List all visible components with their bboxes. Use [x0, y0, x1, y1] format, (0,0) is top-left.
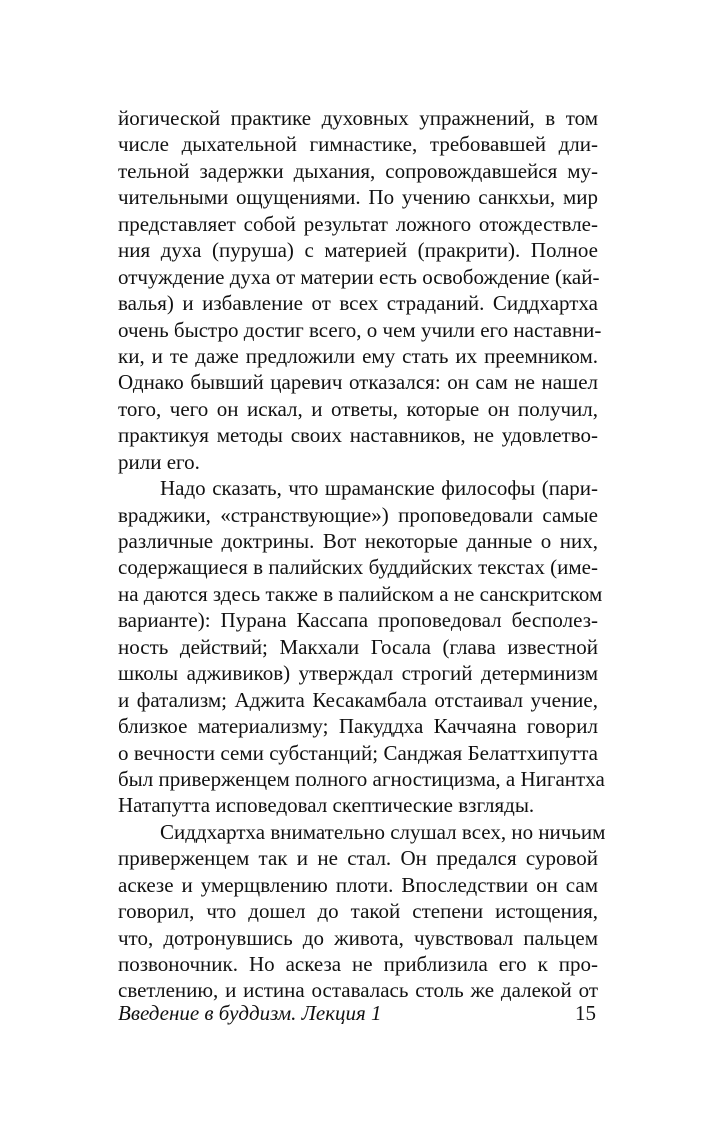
text-line: ность действий; Макхали Госала (глава известной	[118, 634, 598, 659]
text-line: различные доктрины. Вот некоторые данные о них,	[118, 529, 598, 553]
text-line: что, дотронувшись до живота, чувствовал пальцем	[118, 925, 598, 950]
text-line: валья) и избавление от всех страданий. Сиддхартха	[118, 291, 598, 316]
text-line: был приверженцем полного агностицизма, а Нигантха	[118, 766, 605, 791]
text-line: школы адживиков) утверждал строгий детерминизм	[118, 661, 598, 686]
page-footer	[118, 998, 598, 1028]
text-line: светлению, и истина оставалась столь же далекой от	[118, 978, 598, 1003]
text-line: Однако бывший царевич отказался: он сам не нашел	[118, 370, 598, 395]
text-line: представляет собой результат ложного отождествле-	[118, 211, 598, 236]
text-line: Сиддхартха внимательно слушал всех, но ничьим	[160, 819, 606, 844]
text-line: Надо сказать, что шраманские философы (пари-	[160, 476, 598, 501]
text-line: о вечности семи субстанций; Санджая Белаттхипутта	[118, 740, 598, 765]
text-line: враджики, «странствующие») проповедовали самые	[118, 502, 598, 527]
text-line: рили его.	[118, 449, 200, 474]
text-line: числе дыхательной гимнастике, требовавшей дли-	[118, 132, 598, 157]
page-number: 15	[575, 1001, 596, 1025]
text-line: говорил, что дошел до такой степени истощения,	[118, 899, 598, 924]
text-line: отчуждение духа от материи есть освобождение (кай-	[118, 264, 600, 289]
text-line: варианте): Пурана Кассапа проповедовал бесполез-	[118, 608, 598, 633]
text-line: чительными ощущениями. По учению санкхьи, мир	[118, 185, 598, 210]
text-line: очень быстро достиг всего, о чем учили его наставни-	[118, 317, 602, 342]
text-line: Натапутта исповедовал скептические взгляды.	[118, 793, 535, 818]
text-line: йогической практике духовных упражнений, в том	[118, 106, 598, 130]
book-page	[118, 105, 606, 1045]
text-line: практикуя методы своих наставников, не удовлетво-	[118, 423, 598, 448]
running-footer-title: Введение в буддизм. Лекция 1	[118, 1001, 382, 1025]
text-line: позвоночник. Но аскеза не приблизила его к про-	[118, 952, 598, 976]
text-line: ния духа (пуруша) с материей (пракрити). Полное	[118, 238, 598, 263]
text-line: того, чего он искал, и ответы, которые он получил,	[118, 396, 598, 421]
text-line: тельной задержки дыхания, сопровождавшейся му-	[118, 158, 598, 183]
text-line: ки, и те даже предложили ему стать их преемником.	[118, 343, 598, 368]
text-line: приверженцем так и не стал. Он предался суровой	[118, 846, 598, 871]
text-line: на даются здесь также в палийском а не санскритском	[118, 581, 603, 606]
text-line: аскезе и умерщвлению плоти. Впоследствии он сам	[118, 872, 598, 897]
text-line: содержащиеся в палийских буддийских текстах (име-	[118, 555, 598, 580]
text-line: и фатализм; Аджита Кесакамбала отстаивал учение,	[118, 687, 598, 712]
body-text	[118, 105, 606, 1004]
text-line: близкое материализму; Пакуддха Каччаяна говорил	[118, 714, 598, 739]
